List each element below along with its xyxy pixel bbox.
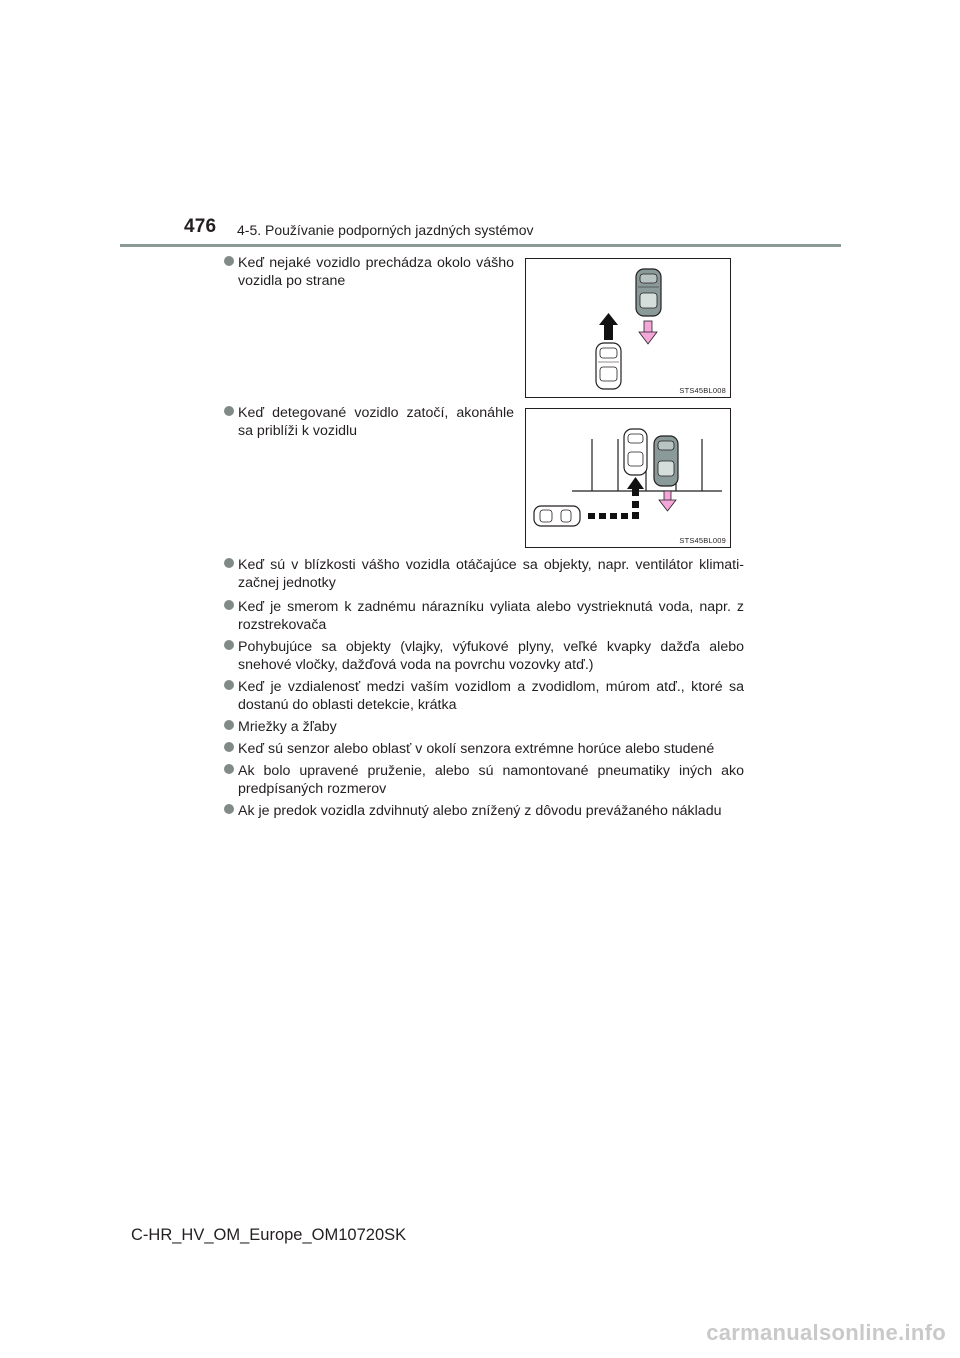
header-divider bbox=[120, 244, 841, 247]
dashed-path-arrow bbox=[588, 477, 644, 519]
list-item-text: Mriežky a žľaby bbox=[238, 719, 337, 735]
black-arrow-up-icon bbox=[599, 313, 618, 340]
bullet-icon bbox=[224, 256, 234, 266]
list-item-text: Keď sú senzor alebo oblasť v okolí senzora extrémne horúce alebo studené bbox=[238, 741, 715, 757]
figure-code: STS45BL009 bbox=[679, 536, 726, 545]
detected-vehicle-icon bbox=[654, 436, 678, 486]
list-item bbox=[224, 762, 744, 798]
list-item bbox=[224, 740, 744, 758]
car-turning-illustration bbox=[526, 409, 732, 549]
car-passing-illustration bbox=[526, 259, 732, 399]
list-item-text: Keď je vzdialenosť medzi vaším vozidlom a zvodidlom, múrom atď., ktoré sa dostanú do oblasti detekcie, krátka bbox=[238, 679, 744, 713]
bullet-icon bbox=[224, 720, 234, 730]
bullet-icon bbox=[224, 680, 234, 690]
parked-vehicle-icon bbox=[624, 429, 647, 475]
list-item-text: Ak bolo upravené pruženie, alebo sú namontované pneumatiky iných ako predpísaných rozmerov bbox=[238, 763, 744, 797]
watermark: carmanualsonline.info bbox=[706, 1320, 946, 1345]
bullet-icon bbox=[224, 640, 234, 650]
bullet-icon bbox=[224, 558, 234, 568]
bullet-icon bbox=[224, 764, 234, 774]
list-item-text: Keď detegované vozidlo zatočí, akonáhle sa priblíži k vozidlu bbox=[238, 405, 514, 439]
bullet-icon bbox=[224, 742, 234, 752]
pink-arrow-down-icon bbox=[659, 491, 676, 511]
list-item bbox=[224, 802, 744, 820]
list-item bbox=[224, 598, 744, 634]
figure-code: STS45BL008 bbox=[679, 386, 726, 395]
list-item-text: Keď sú v blízkosti vášho vozidla otáčajúce sa objekty, napr. ventilátor klimati- začnej jednotky bbox=[238, 557, 744, 591]
pink-arrow-down-icon bbox=[639, 321, 657, 344]
list-item bbox=[224, 556, 744, 592]
bullet-icon bbox=[224, 804, 234, 814]
detected-vehicle-icon bbox=[636, 269, 661, 316]
figure-car-passing bbox=[525, 258, 731, 398]
page-number: 476 bbox=[184, 216, 217, 237]
list-item bbox=[224, 638, 744, 674]
list-item bbox=[224, 404, 514, 440]
list-item bbox=[224, 678, 744, 714]
section-title: 4-5. Používanie podporných jazdných systémov bbox=[237, 222, 534, 238]
list-item bbox=[224, 718, 744, 736]
list-item-text: Keď je smerom k zadnému nárazníku vyliata alebo vystrieknutá voda, napr. z rozstrekovača bbox=[238, 599, 744, 633]
bullet-icon bbox=[224, 406, 234, 416]
list-item-text: Ak je predok vozidla zdvihnutý alebo znížený z dôvodu prevážaného nákladu bbox=[238, 803, 722, 819]
list-item-text: Keď nejaké vozidlo prechádza okolo vášho vozidla po strane bbox=[238, 255, 514, 289]
footer-document-id: C-HR_HV_OM_Europe_OM10720SK bbox=[131, 1226, 407, 1244]
bullet-icon bbox=[224, 600, 234, 610]
list-item bbox=[224, 254, 514, 290]
own-vehicle-icon bbox=[534, 506, 580, 526]
own-vehicle-icon bbox=[596, 343, 621, 389]
list-item-text: Pohybujúce sa objekty (vlajky, výfukové plyny, veľké kvapky dažďa alebo snehové vločky, dažďová voda na povrchu vozovky atď.) bbox=[238, 639, 744, 673]
figure-car-turning bbox=[525, 408, 731, 548]
